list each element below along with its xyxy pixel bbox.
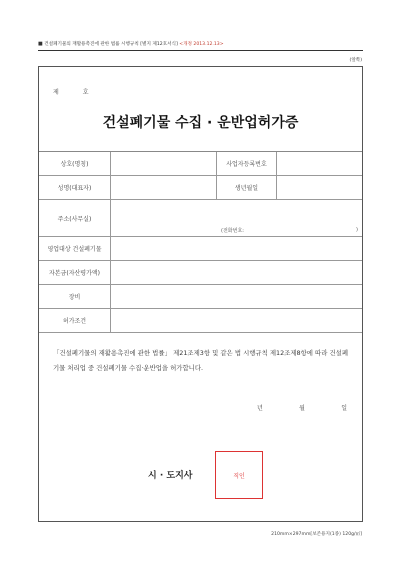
birth-date-field[interactable] [277,176,362,199]
date-month-label: 월 [299,405,305,412]
birth-date-label: 생년월일 [217,176,277,199]
permit-number: 제호 [53,89,113,96]
waste-type-label: 영업대상 건설폐기물 [39,237,111,260]
waste-type-field[interactable] [111,237,362,260]
address-label: 주소(사무실) [39,200,111,236]
conditions-label: 허가조건 [39,309,111,332]
date-day-label: 일 [341,405,347,412]
phone-close-paren: ) [356,227,358,233]
table-row [39,152,362,176]
conditions-field[interactable] [111,309,362,332]
bullet-square-icon: ■ [38,41,43,47]
table-row [39,309,362,333]
issue-date [257,403,347,412]
page-side-note: (앞쪽) [349,58,362,63]
address-field[interactable] [111,200,362,236]
company-name-label: 상호(명칭) [39,152,111,175]
table-row [39,261,362,285]
header-divider [38,50,363,51]
phone-label: (전화번호: [221,228,244,234]
business-number-field[interactable] [277,152,362,175]
representative-field[interactable] [111,176,217,199]
official-seal-box [215,451,263,499]
date-year-label: 년 [257,405,263,412]
form-header-note [38,41,224,47]
issuing-official: 시 · 도지사 [148,471,193,481]
representative-label: 성명(대표자) [39,176,111,199]
permit-form [38,66,363,522]
equipment-label: 장비 [39,285,111,308]
capital-field[interactable] [111,261,362,284]
table-row [39,285,362,309]
equipment-field[interactable] [111,285,362,308]
revision-date: <개정 2013.12.13> [179,42,224,47]
business-number-label: 사업자등록번호 [217,152,277,175]
permit-table [39,151,362,333]
table-row [39,237,362,261]
table-row [39,200,362,237]
capital-label: 자본금(자산평가액) [39,261,111,284]
permit-statement: 「건설폐기물의 재활용촉진에 관한 법률」 제21조제3항 및 같은 법 시행규칙 제12조제8항에 따라 건설폐기물 처리업 중 건설폐기물 수집·운반업을 허가합니다. [53,349,348,372]
seal-label: 직인 [233,472,245,480]
page-title: 건설폐기물 수집 · 운반업허가증 [102,115,299,131]
company-name-field[interactable] [111,152,217,175]
law-reference: 건설폐기물의 재활용촉진에 관한 법률 시행규칙 [별지 제12호서식] [42,42,180,47]
paper-spec-note: 210mm×297mm[보존용지(1종) 120g/㎡] [271,532,362,537]
table-row [39,176,362,200]
